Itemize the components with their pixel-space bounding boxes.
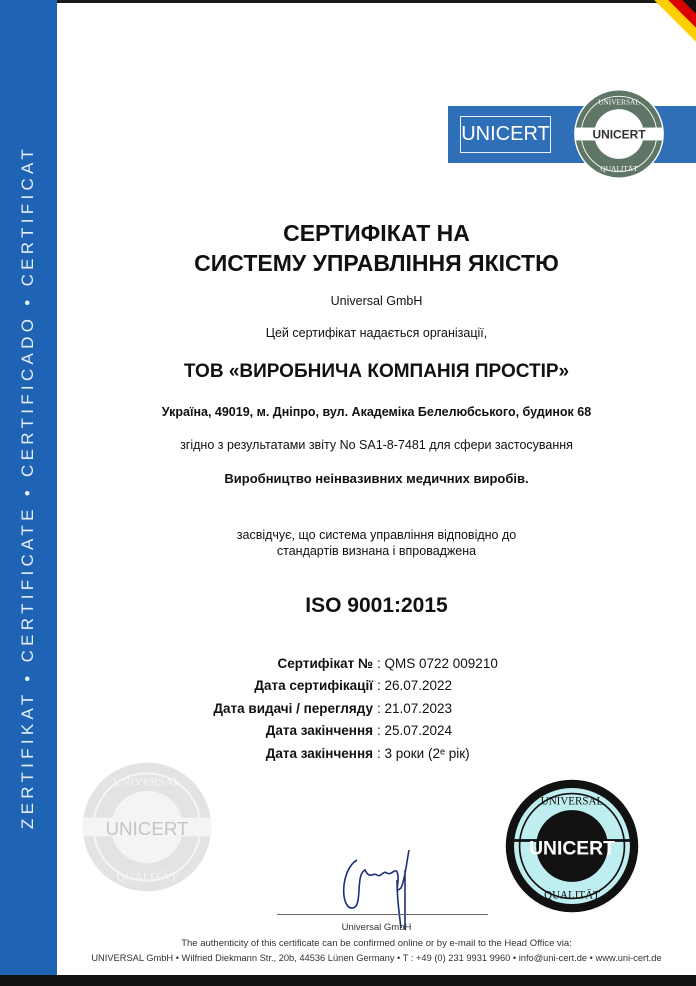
issuer: Universal GmbH [330,294,423,308]
report-line: згідно з результатами звіту No SA1-8-7481 для сфери застосування [180,438,573,452]
svg-text:UNICERT: UNICERT [529,838,615,860]
detail-value: : QMS 0722 009210 [377,655,498,671]
detail-label: Сертифікат № [277,655,373,671]
svg-text:QUALITÄT: QUALITÄT [600,163,638,173]
watermark-seal-icon [80,760,214,894]
detail-value: : 3 роки (2ᵉ рік) [377,745,470,761]
unicert-stamp-icon [503,777,641,915]
german-flag-corner-icon [616,0,696,70]
scope: Виробництво неінвазивних медичних виробів. [224,471,529,486]
title-line-2: СИСТЕМУ УПРАВЛІННЯ ЯКІСТЮ [194,250,559,276]
signature-line [277,914,488,915]
certificate-details [150,652,550,765]
svg-text:UNIVERSAL: UNIVERSAL [540,795,604,808]
contact-info: UNIVERSAL GmbH • Wilfried Diekmann Str., 20b, 44536 Lünen Germany • T : +49 (0) 231 9931 9960 • info@uni-cert.de • www.uni-cert.de [91,953,662,963]
svg-text:UNIVERSAL: UNIVERSAL [112,774,182,789]
title-line-1: СЕРТИФІКАТ НА [283,220,470,246]
bottom-edge [0,975,696,986]
signature-icon [335,840,425,935]
unicert-logo: UNICERT [460,116,551,153]
detail-row [150,652,550,675]
detail-row [150,697,550,720]
organization-name: ТОВ «ВИРОБНИЧА КОМПАНІЯ ПРОСТІР» [183,361,570,382]
detail-value: : 21.07.2023 [377,700,453,716]
attests-line-1: засвідчує, що система управління відповідно до [236,528,517,542]
sidebar-vertical-text: ZERTIFIKAT • CERTIFICATE • CERTIFICADO • CERTIFICAT [18,144,37,830]
detail-row [150,675,550,698]
detail-value: : 26.07.2022 [377,678,453,694]
organization-address: Україна, 49019, м. Дніпро, вул. Академіка Белелюбського, будинок 68 [161,405,592,419]
granted-to-text: Цей сертифікат надається організації, [265,326,488,340]
signature-name: Universal GmbH [341,922,412,933]
detail-value: : 25.07.2024 [377,723,453,739]
universal-seal-icon [573,88,665,180]
detail-label: Дата видачі / перегляду [213,700,373,716]
detail-row [150,720,550,743]
sidebar-band [0,0,57,975]
svg-text:UNICERT: UNICERT [592,127,646,142]
svg-text:UNIVERSAL: UNIVERSAL [598,97,640,107]
authenticity-note: The authenticity of this certificate can be confirmed online or by e-mail to the Head Office via: [181,938,572,949]
detail-label: Дата закінчення [265,745,373,761]
detail-label: Дата сертифікації [254,678,373,694]
svg-text:UNICERT: UNICERT [105,818,189,840]
svg-text:QUALITÄT: QUALITÄT [116,869,178,884]
detail-label: Дата закінчення [265,723,373,739]
top-edge [0,0,696,3]
attests-line-2: стандартів визнана і впроваджена [276,544,477,558]
standard: ISO 9001:2015 [305,594,448,617]
svg-text:QUALITÄT: QUALITÄT [544,889,600,902]
